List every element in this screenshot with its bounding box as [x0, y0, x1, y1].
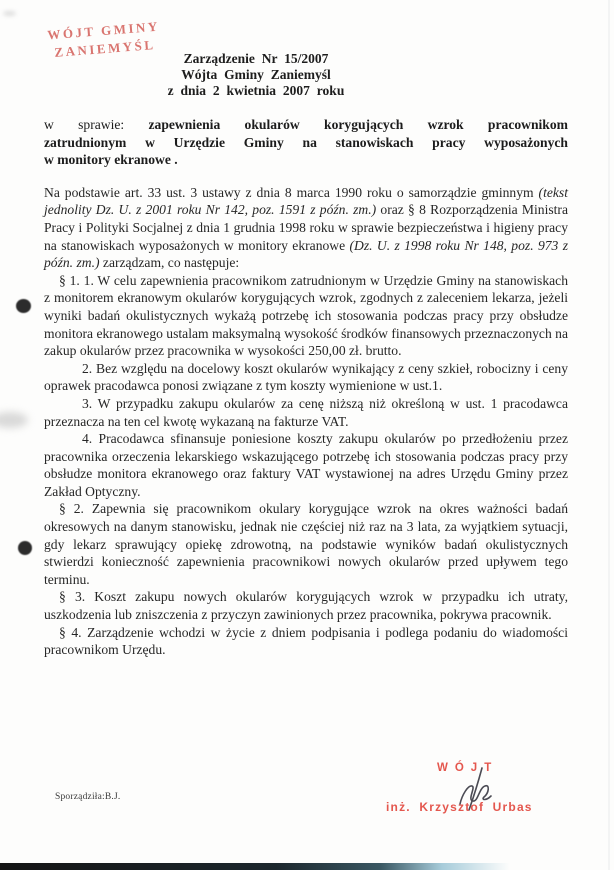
subject-line-2: zatrudnionym w Urzędzie Gminy na stanowiskach pracy wyposażonych: [44, 134, 568, 150]
section-4: § 4. Zarządzenie wchodzi w życie z dniem podpisania i podlega podaniu do wiadomości pracownikom Urzędu.: [44, 624, 568, 658]
document-title: [0, 51, 512, 100]
office-stamp-line2: ZANIEMYŚL: [53, 37, 156, 60]
scan-speck: [3, 11, 16, 16]
scan-bottom-edge: [0, 863, 614, 870]
section-3: § 3. Koszt zakupu nowych okularów korygujących wzrok w przypadku ich utraty, uszkodzenia lub zniszczenia z przyczyn zawinionych przez pracownika, pokrywa pracownik.: [44, 589, 568, 623]
signature-stamp-title: WÓJT: [437, 762, 499, 774]
legal-basis-seg3: oraz § 8 Rozporządzenia Ministra Pracy i Polityki Socjalnej z dnia 1 grudnia 1998 roku w sprawie bezpieczeństwa i higieny pracy na stanowiskach wyposażonych w monitory ekranowe: [44, 202, 568, 253]
legal-basis-citation-1: (tekst jednolity Dz. U. z 2001 roku Nr 142, poz. 1591 z późn. zm.): [44, 184, 568, 218]
subject-line-1: [44, 116, 568, 134]
legal-basis-paragraph: [44, 184, 568, 272]
hole-punch-mark-top: [16, 299, 31, 313]
section-1-point-3: 3. W przypadku zakupu okularów za cenę niższą niż określoną w ust. 1 pracodawca przeznacza na ten cel kwotę wykazaną na fakturze VAT.: [44, 395, 568, 429]
legal-basis-citation-2: (Dz. U. z 1998 roku Nr 148, poz. 973 z późn. zm.): [44, 237, 568, 271]
title-line-date: z dnia 2 kwietnia 2007 roku: [167, 83, 345, 99]
document-body: [44, 116, 568, 659]
section-1-point-4: 4. Pracodawca sfinansuje poniesione koszty zakupu okularów po przedłożeniu przez pracownika orzeczenia lekarskiego wskazującego potrzebę ich stosowania podczas pracy przy obsłudze monitora ekranowego oraz faktury VAT wystawionej na adres Urzędu Gminy przez Zakład Optyczny.: [44, 431, 568, 499]
office-stamp-line1: WÓJT GMINY: [46, 18, 161, 43]
subject-line-3: w monitory ekranowe .: [44, 152, 178, 168]
scan-smudge: [0, 412, 28, 428]
subject-line-1-bold: zapewnienia okularów korygujących wzrok pracownikom: [148, 117, 568, 132]
scan-edge-line: [608, 0, 610, 870]
legal-basis-seg5: zarządzam, co następuje:: [99, 255, 240, 271]
legal-basis-seg1: Na podstawie art. 33 ust. 3 ustawy z dnia 8 marca 1990 roku o samorządzie gminnym: [44, 184, 539, 200]
section-1-point-1: § 1. 1. W celu zapewnienia pracownikom zatrudnionym w Urzędzie Gminy na stanowiskach z monitorem ekranowym okularów korygujących wzrok, zgodnych z zaleceniem lekarza, jeżeli wyniki badań okulistycznych wykażą potrzebę ich stosowania podczas pracy przy obsłudze monitora ekranowego ustalam maksymalną wysokość środków finansowych przeznaczonych na zakup okularów przez pracownika w wysokości 250,00 zł. brutto.: [44, 272, 568, 359]
section-2: § 2. Zapewnia się pracownikom okulary korygujące wzrok na okres ważności badań okresowych na danym stanowisku, jednak nie częściej niż raz na 3 lata, za wyjątkiem sytuacji, gdy lekarz sprawujący opiekę zdrowotną, na podstawie wyników badań okulistycznych stwierdzi konieczność zapewnienia pracownikowi nowych okularów przed upływem tego terminu.: [44, 501, 568, 587]
section-1-point-2: 2. Bez względu na docelowy koszt okularów wynikający z ceny szkieł, robocizny i ceny oprawek pracodawca ponosi związane z tym koszty wymienione w ust.1.: [44, 360, 568, 394]
subject-clause: [44, 116, 568, 169]
signature-stamp-name: inż. Krzysztof Urbas: [386, 800, 533, 814]
title-line-number: Zarządzenie Nr 15/2007: [183, 51, 329, 66]
title-line-issuer: Wójta Gminy Zaniemyśl: [181, 67, 331, 83]
hole-punch-mark-bottom: [18, 541, 32, 555]
subject-prefix: w sprawie:: [44, 117, 149, 132]
prepared-by-note: Sporządziła:B.J.: [55, 792, 121, 802]
